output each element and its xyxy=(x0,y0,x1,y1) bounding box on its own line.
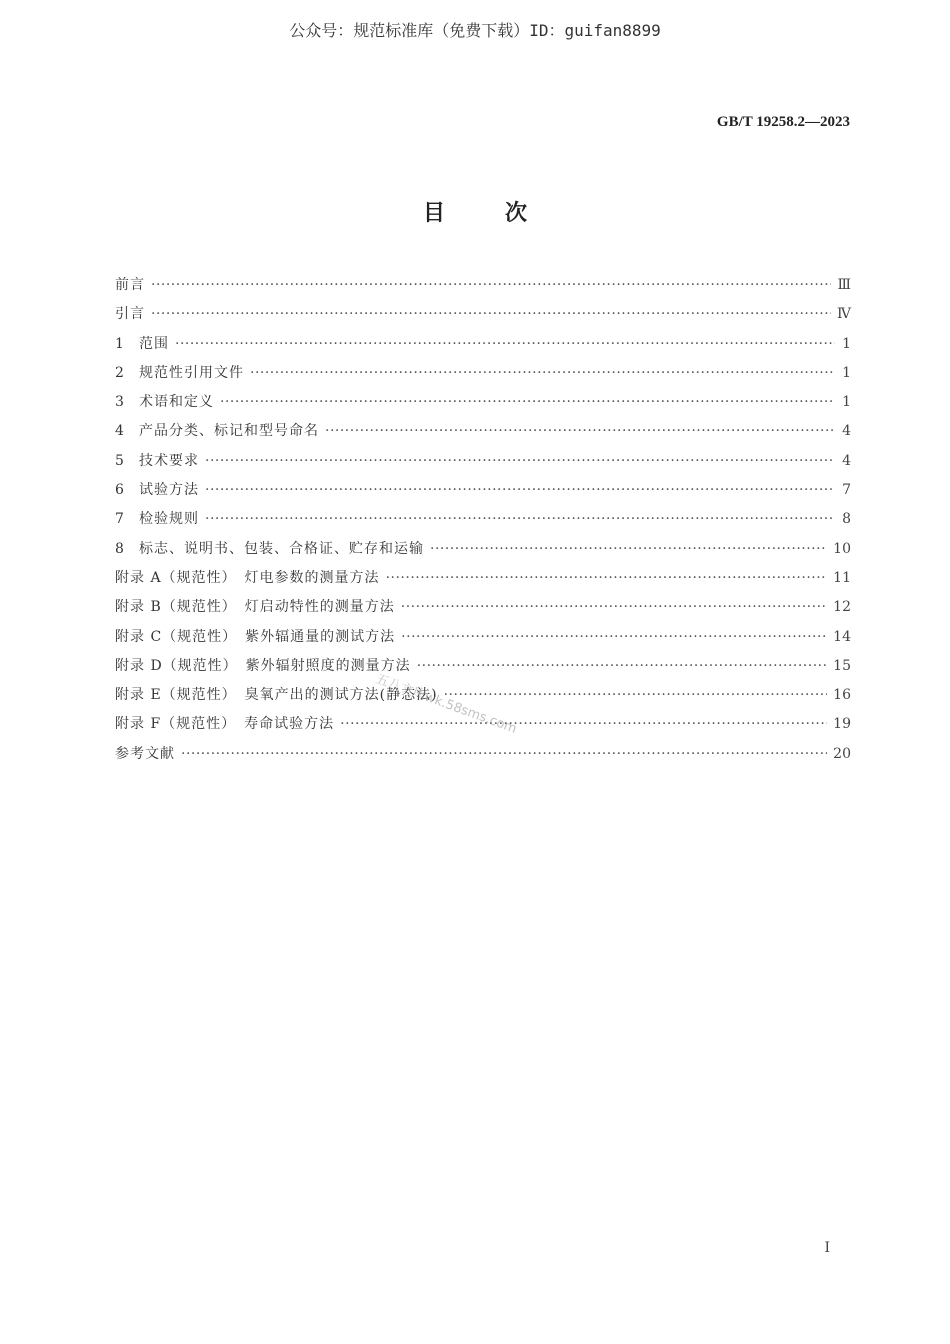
toc-entry-number: 8 xyxy=(115,540,124,557)
toc-entry-label: 范围 xyxy=(139,335,169,352)
toc-entry-number: 7 xyxy=(115,511,124,528)
toc-entry-number: 2 xyxy=(115,364,124,381)
toc-leader-dots xyxy=(444,687,828,703)
toc-entry-number: 1 xyxy=(115,335,124,352)
toc-leader-dots xyxy=(430,541,827,557)
toc-entry-page: Ⅳ xyxy=(837,306,851,323)
toc-entry-label: 附录 D（规范性） 紫外辐射照度的测量方法 xyxy=(115,657,411,674)
toc-leader-dots xyxy=(205,453,835,469)
toc-leader-dots xyxy=(340,716,827,732)
toc-entry-page: 12 xyxy=(833,599,851,616)
toc-leader-dots xyxy=(401,599,827,615)
toc-entry-annex-c[interactable] xyxy=(115,626,851,655)
toc-leader-dots xyxy=(205,511,835,527)
toc-entry-label: 技术要求 xyxy=(139,452,199,469)
toc-leader-dots xyxy=(151,277,831,293)
toc-entry-page: 15 xyxy=(833,657,851,674)
toc-entry-label: 附录 F（规范性） 寿命试验方法 xyxy=(115,716,335,733)
toc-entry-page: 19 xyxy=(833,716,851,733)
toc-entry-annex-b[interactable] xyxy=(115,596,851,625)
toc-entry-terms-definitions[interactable] xyxy=(115,391,851,420)
toc-entry-page: 4 xyxy=(842,423,851,440)
toc-leader-dots xyxy=(401,629,827,645)
toc-entry-label: 产品分类、标记和型号命名 xyxy=(139,423,319,440)
header-banner: 公众号：规范标准库（免费下载）ID：guifan8899 xyxy=(289,21,661,40)
toc-leader-dots xyxy=(181,746,827,762)
toc-leader-dots xyxy=(175,336,835,352)
toc-entry-technical-requirements[interactable] xyxy=(115,450,851,479)
toc-entry-page: 1 xyxy=(842,364,851,381)
toc-entry-introduction[interactable] xyxy=(115,303,851,332)
watermark: 五八文库wk.58sms.com xyxy=(373,671,519,737)
toc-entry-test-methods[interactable] xyxy=(115,479,851,508)
toc-entry-page: 1 xyxy=(842,394,851,411)
toc-leader-dots xyxy=(220,394,835,410)
toc-title-part2: 次 xyxy=(505,201,528,226)
toc-entry-page: 10 xyxy=(833,540,851,557)
toc-entry-page: 11 xyxy=(833,569,851,586)
page-number: I xyxy=(824,1240,830,1256)
toc-entry-label: 检验规则 xyxy=(139,511,199,528)
toc-entry-scope[interactable] xyxy=(115,333,851,362)
toc-list xyxy=(115,274,851,772)
toc-entry-label: 前言 xyxy=(115,277,145,293)
toc-entry-classification[interactable] xyxy=(115,420,851,449)
toc-entry-foreword[interactable] xyxy=(115,274,851,303)
toc-leader-dots xyxy=(250,365,835,381)
toc-entry-label: 试验方法 xyxy=(139,482,199,499)
toc-entry-marking-packaging[interactable] xyxy=(115,538,851,567)
toc-entry-number: 3 xyxy=(115,394,124,411)
toc-entry-annex-a[interactable] xyxy=(115,567,851,596)
toc-entry-page: 4 xyxy=(842,452,851,469)
toc-entry-bibliography[interactable] xyxy=(115,743,851,772)
toc-entry-page: 16 xyxy=(833,687,851,704)
toc-leader-dots xyxy=(386,570,828,586)
toc-entry-number: 5 xyxy=(115,452,124,469)
toc-entry-normative-references[interactable] xyxy=(115,362,851,391)
toc-entry-inspection-rules[interactable] xyxy=(115,508,851,537)
toc-entry-label: 标志、说明书、包装、合格证、贮存和运输 xyxy=(139,540,424,557)
toc-entry-page: 7 xyxy=(842,482,851,499)
toc-entry-label: 术语和定义 xyxy=(139,394,214,411)
toc-entry-number: 6 xyxy=(115,482,124,499)
toc-leader-dots xyxy=(205,482,835,498)
standard-code: GB/T 19258.2—2023 xyxy=(716,114,850,130)
toc-entry-page: 14 xyxy=(833,628,851,645)
toc-entry-label: 规范性引用文件 xyxy=(139,364,244,381)
toc-entry-label: 引言 xyxy=(115,306,145,323)
toc-entry-annex-d[interactable] xyxy=(115,655,851,684)
toc-entry-page: Ⅲ xyxy=(837,277,851,293)
toc-entry-label: 附录 B（规范性） 灯启动特性的测量方法 xyxy=(115,599,395,616)
toc-leader-dots xyxy=(151,306,831,322)
toc-entry-page: 20 xyxy=(833,745,851,762)
toc-entry-label: 参考文献 xyxy=(115,745,175,762)
toc-entry-label: 附录 C（规范性） 紫外辐通量的测试方法 xyxy=(115,628,396,645)
toc-title xyxy=(0,196,950,227)
toc-leader-dots xyxy=(325,423,835,439)
toc-entry-label: 附录 E（规范性） 臭氧产出的测试方法(静态法) xyxy=(115,687,438,704)
toc-entry-label: 附录 A（规范性） 灯电参数的测量方法 xyxy=(115,569,380,586)
toc-entry-page: 8 xyxy=(842,511,851,528)
toc-leader-dots xyxy=(417,658,827,674)
toc-entry-page: 1 xyxy=(842,335,851,352)
toc-title-part1: 目 xyxy=(422,201,445,226)
toc-entry-number: 4 xyxy=(115,423,124,440)
